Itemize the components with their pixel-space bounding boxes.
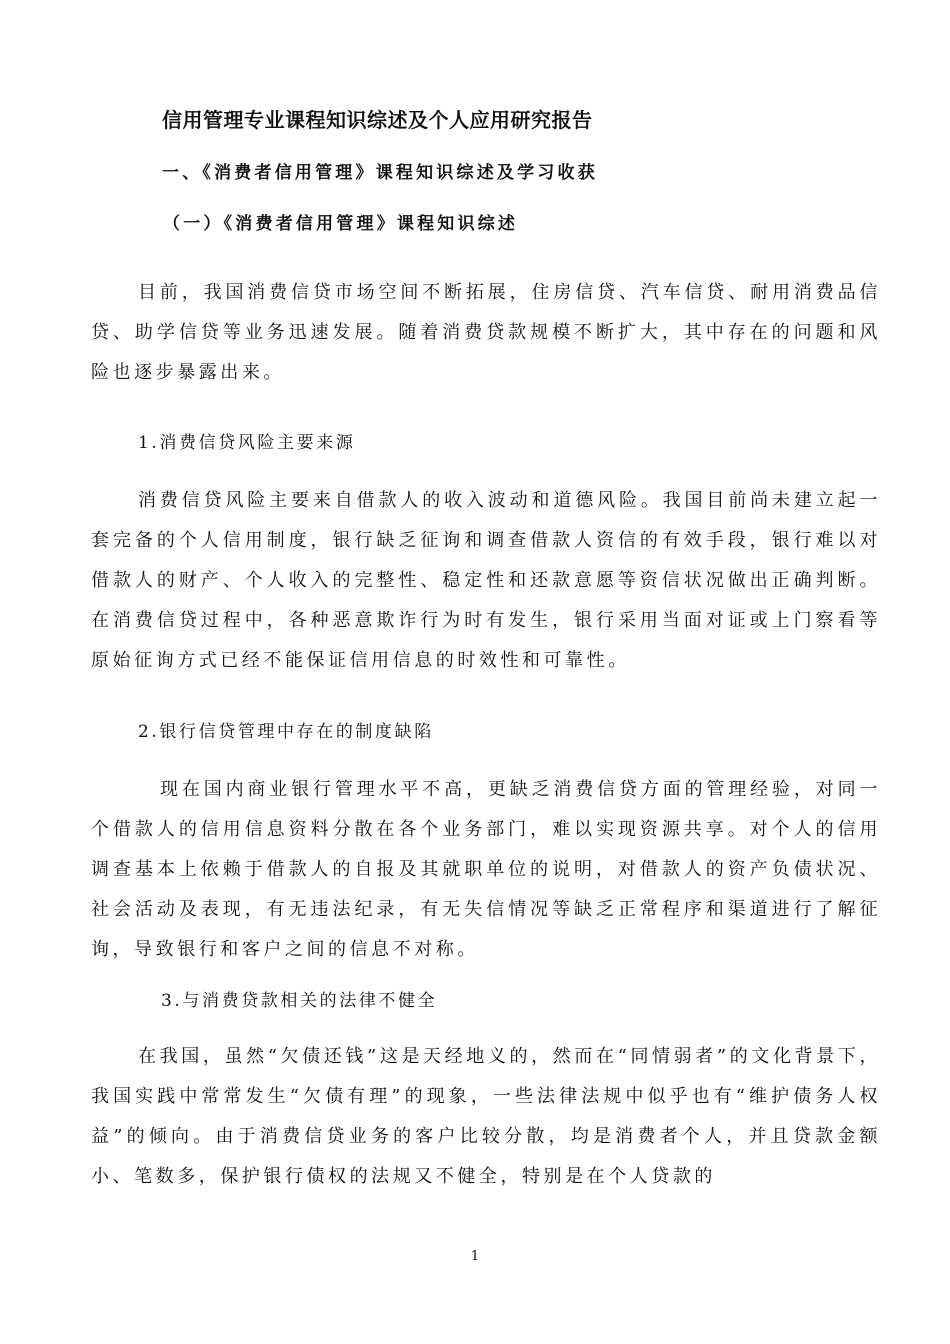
intro-paragraph: 目前，我国消费信贷市场空间不断拓展，住房信贷、汽车信贷、耐用消费品信贷、助学信贷等业务迅速发展。随着消费贷款规模不断扩大，其中存在的问题和风险也逐步暴露出来。 (91, 282, 881, 383)
item-1-heading: 1.消费信贷风险主要来源 (138, 433, 356, 453)
page-number: 1 (470, 1249, 480, 1264)
item-3-paragraph: 在我国，虽然“欠债还钱”这是天经地义的，然而在“同情弱者”的文化背景下，我国实践中常常发生“欠债有理”的现象，一些法律法规中似乎也有“维护债务人权益”的倾向。由于消费信贷业务的客户比较分散，均是消费者个人，并且贷款金额小、笔数多，保护银行债权的法规又不健全，特别是在个人贷款的 (91, 1046, 881, 1187)
subsection-heading: （一）《消费者信用管理》课程知识综述 (163, 214, 519, 234)
document-title: 信用管理专业课程知识综述及个人应用研究报告 (162, 108, 593, 132)
item-3-heading: 3.与消费贷款相关的法律不健全 (161, 991, 438, 1011)
section-heading: 一、《消费者信用管理》课程知识综述及学习收获 (162, 163, 598, 183)
item-2-heading: 2.银行信贷管理中存在的制度缺陷 (138, 722, 434, 742)
item-2-paragraph: 现在国内商业银行管理水平不高，更缺乏消费信贷方面的管理经验，对同一个借款人的信用信息资料分散在各个业务部门，难以实现资源共享。对个人的信用调查基本上依赖于借款人的自报及其就职单位的说明，对借款人的资产负债状况、社会活动及表现，有无违法纪录，有无失信情况等缺乏正常程序和渠道进行了解征询，导致银行和客户之间的信息不对称。 (91, 779, 881, 960)
item-1-paragraph: 消费信贷风险主要来自借款人的收入波动和道德风险。我国目前尚未建立起一套完备的个人信用制度，银行缺乏征询和调查借款人资信的有效手段，银行难以对借款人的财产、个人收入的完整性、稳定性和还款意愿等资信状况做出正确判断。在消费信贷过程中，各种恶意欺诈行为时有发生，银行采用当面对证或上门察看等原始征询方式已经不能保证信用信息的时效性和可靠性。 (91, 490, 881, 671)
